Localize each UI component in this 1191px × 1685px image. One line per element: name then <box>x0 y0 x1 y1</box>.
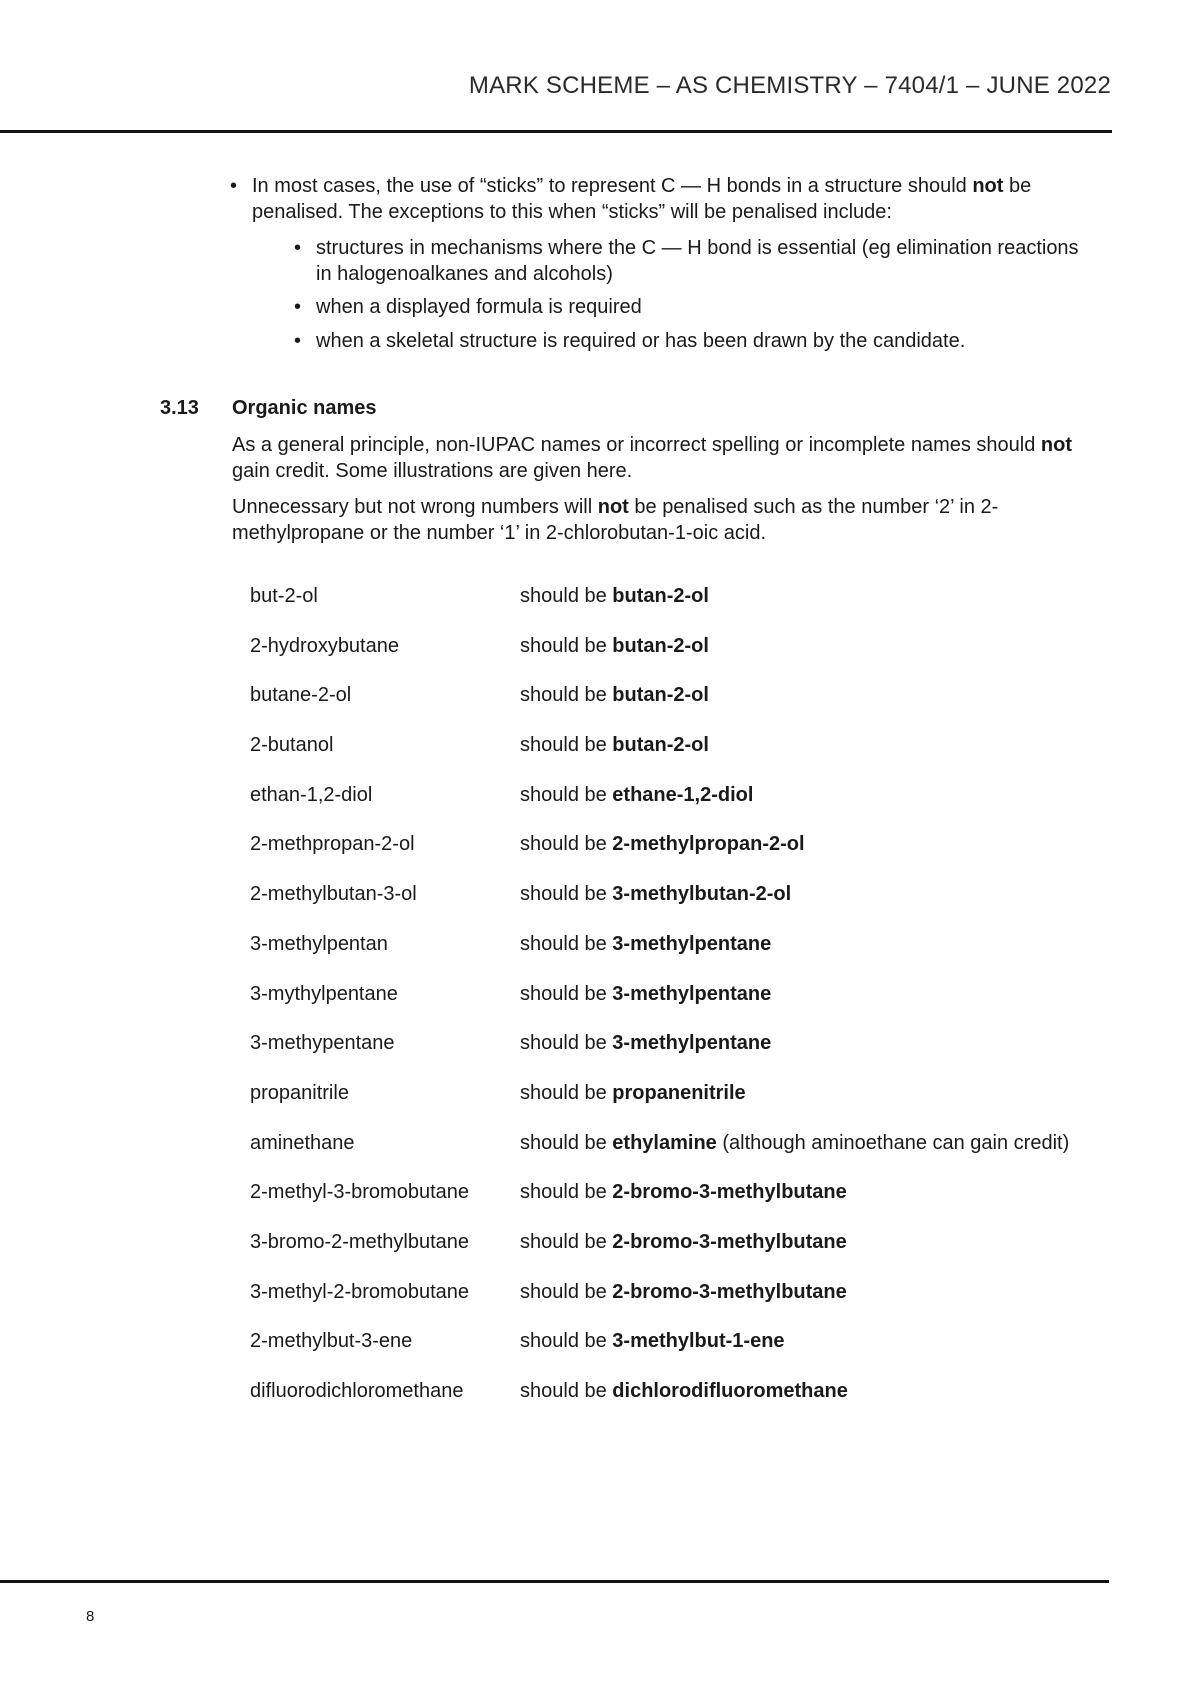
name-row <box>250 981 1150 1031</box>
incorrect-name: difluorodichloromethane <box>250 1380 464 1402</box>
sticks-bullet <box>230 173 1120 225</box>
correct-name: ethane-1,2-diol <box>612 783 754 806</box>
name-row <box>250 1279 1150 1329</box>
name-note: (although aminoethane can gain credit) <box>716 1131 1070 1154</box>
name-row <box>250 682 1150 732</box>
correct-name-cell <box>520 931 771 957</box>
should-be-prefix: should be <box>520 634 613 657</box>
incorrect-name: 2-hydroxybutane <box>250 634 399 657</box>
incorrect-name: propanitrile <box>250 1081 349 1104</box>
correct-name: 2-bromo-3-methylbutane <box>612 1280 847 1303</box>
para2-bold: not <box>597 496 629 518</box>
name-row <box>250 881 1150 931</box>
correct-name-cell <box>520 1080 746 1106</box>
correct-name-cell <box>520 1229 847 1255</box>
sub-bullet <box>294 328 1094 354</box>
should-be-prefix: should be <box>520 1230 613 1253</box>
correct-name: 3-methylpentane <box>612 982 772 1005</box>
correct-name: 3-methylpentane <box>612 1032 772 1055</box>
correct-name-cell <box>520 831 805 857</box>
should-be-prefix: should be <box>520 1380 613 1402</box>
incorrect-name: 3-bromo-2-methylbutane <box>250 1230 469 1253</box>
correct-name: dichlorodifluoromethane <box>612 1380 848 1402</box>
name-row <box>250 1229 1150 1279</box>
sticks-text-bold: not <box>972 175 1004 197</box>
correct-name: 2-methylpropan-2-ol <box>612 833 805 856</box>
name-row <box>250 782 1150 832</box>
name-row <box>250 831 1150 881</box>
name-row <box>250 1080 1150 1130</box>
name-row <box>250 1179 1150 1229</box>
incorrect-name: 3-methyl-2-bromobutane <box>250 1280 469 1303</box>
correct-name-cell <box>520 1030 771 1056</box>
should-be-prefix: should be <box>520 1081 613 1104</box>
should-be-prefix: should be <box>520 1131 613 1154</box>
correct-name: 3-methylbut-1-ene <box>612 1330 785 1353</box>
sub-bullet <box>294 235 1094 287</box>
should-be-prefix: should be <box>520 783 613 806</box>
sub-bullet-text: structures in mechanisms where the C — H bond is essential (eg elimination reactions in halogenoalkanes and alcohols) <box>316 237 1079 285</box>
should-be-prefix: should be <box>520 982 613 1005</box>
name-row <box>250 732 1150 782</box>
bullet-dot: • <box>294 237 302 259</box>
correct-name: butan-2-ol <box>612 634 709 657</box>
section-title: Organic names <box>232 397 377 419</box>
correct-name: 3-methylbutan-2-ol <box>612 883 792 906</box>
correct-name-cell <box>520 881 791 907</box>
correct-name-cell <box>520 633 709 659</box>
correct-name: butan-2-ol <box>612 684 709 707</box>
footer-divider <box>0 1580 1109 1583</box>
sub-bullet <box>294 294 1094 320</box>
should-be-prefix: should be <box>520 1280 613 1303</box>
incorrect-name: butane-2-ol <box>250 684 352 707</box>
name-row <box>250 1030 1150 1080</box>
correct-name-cell <box>520 1279 847 1305</box>
sub-bullet-text: when a displayed formula is required <box>316 296 642 318</box>
correct-name-cell <box>520 1130 1069 1156</box>
header-divider <box>0 130 1112 133</box>
incorrect-name: 3-mythylpentane <box>250 982 398 1005</box>
should-be-prefix: should be <box>520 1032 613 1055</box>
para2-post: be penalised such as the number ‘2’ in 2-methylpropane or the number ‘1’ in 2-chlorobutan-1-oic acid. <box>232 496 999 544</box>
para1-pre: As a general principle, non-IUPAC names or incorrect spelling or incomplete names should <box>232 434 1041 456</box>
bullet-dot: • <box>294 296 302 318</box>
incorrect-name: 2-butanol <box>250 734 334 757</box>
correct-name-cell <box>520 1378 848 1404</box>
correct-name: propanenitrile <box>612 1081 746 1104</box>
correct-name-cell <box>520 1179 847 1205</box>
para2-pre: Unnecessary but not wrong numbers will <box>232 496 598 518</box>
correct-name: butan-2-ol <box>612 734 709 757</box>
bullet-dot: • <box>294 330 302 352</box>
incorrect-name: 3-methylpentan <box>250 932 388 955</box>
incorrect-name: ethan-1,2-diol <box>250 783 373 806</box>
page-header-title: MARK SCHEME – AS CHEMISTRY – 7404/1 – JUNE 2022 <box>468 72 1111 99</box>
correct-name: 2-bromo-3-methylbutane <box>612 1181 847 1204</box>
bullet-dot: • <box>230 175 238 197</box>
correct-name: butan-2-ol <box>612 585 709 607</box>
name-row <box>250 1378 1150 1428</box>
sticks-text-pre: In most cases, the use of “sticks” to represent C — H bonds in a structure should <box>252 175 973 197</box>
correct-name-cell <box>520 782 753 808</box>
incorrect-name: 2-methyl-3-bromobutane <box>250 1181 469 1204</box>
correct-name: 3-methylpentane <box>612 932 772 955</box>
para1-post: gain credit. Some illustrations are given here. <box>232 460 633 482</box>
should-be-prefix: should be <box>520 734 613 757</box>
should-be-prefix: should be <box>520 1330 613 1353</box>
should-be-prefix: should be <box>520 684 613 707</box>
should-be-prefix: should be <box>520 932 613 955</box>
correct-name: ethylamine <box>612 1131 717 1154</box>
should-be-prefix: should be <box>520 883 613 906</box>
correct-name-cell <box>520 682 709 708</box>
incorrect-name: 2-methpropan-2-ol <box>250 833 415 856</box>
para1-bold: not <box>1040 434 1073 456</box>
correct-name-cell <box>520 732 709 758</box>
name-row <box>250 931 1150 981</box>
incorrect-name: 2-methylbut-3-ene <box>250 1330 413 1353</box>
name-row <box>250 1328 1150 1378</box>
organic-names-table <box>250 583 1150 1428</box>
incorrect-name: 2-methylbutan-3-ol <box>250 883 417 906</box>
correct-name-cell <box>520 583 709 609</box>
incorrect-name: 3-methypentane <box>250 1032 395 1055</box>
principle-paragraph <box>232 432 1092 484</box>
numbers-paragraph <box>232 494 1092 546</box>
should-be-prefix: should be <box>520 585 613 607</box>
sticks-bullet-text <box>252 173 1120 225</box>
incorrect-name: but-2-ol <box>250 585 318 607</box>
correct-name: 2-bromo-3-methylbutane <box>612 1230 847 1253</box>
page-number: 8 <box>86 1608 95 1625</box>
should-be-prefix: should be <box>520 1181 613 1204</box>
correct-name-cell <box>520 981 771 1007</box>
name-row <box>250 633 1150 683</box>
should-be-prefix: should be <box>520 833 613 856</box>
sticks-text-post: be penalised. The exceptions to this when “sticks” will be penalised include: <box>252 175 1032 223</box>
correct-name-cell <box>520 1328 785 1354</box>
name-row <box>250 583 1150 633</box>
section-number: 3.13 <box>160 397 199 419</box>
name-row <box>250 1130 1150 1180</box>
sub-bullet-text: when a skeletal structure is required or has been drawn by the candidate. <box>316 330 966 352</box>
incorrect-name: aminethane <box>250 1131 355 1154</box>
